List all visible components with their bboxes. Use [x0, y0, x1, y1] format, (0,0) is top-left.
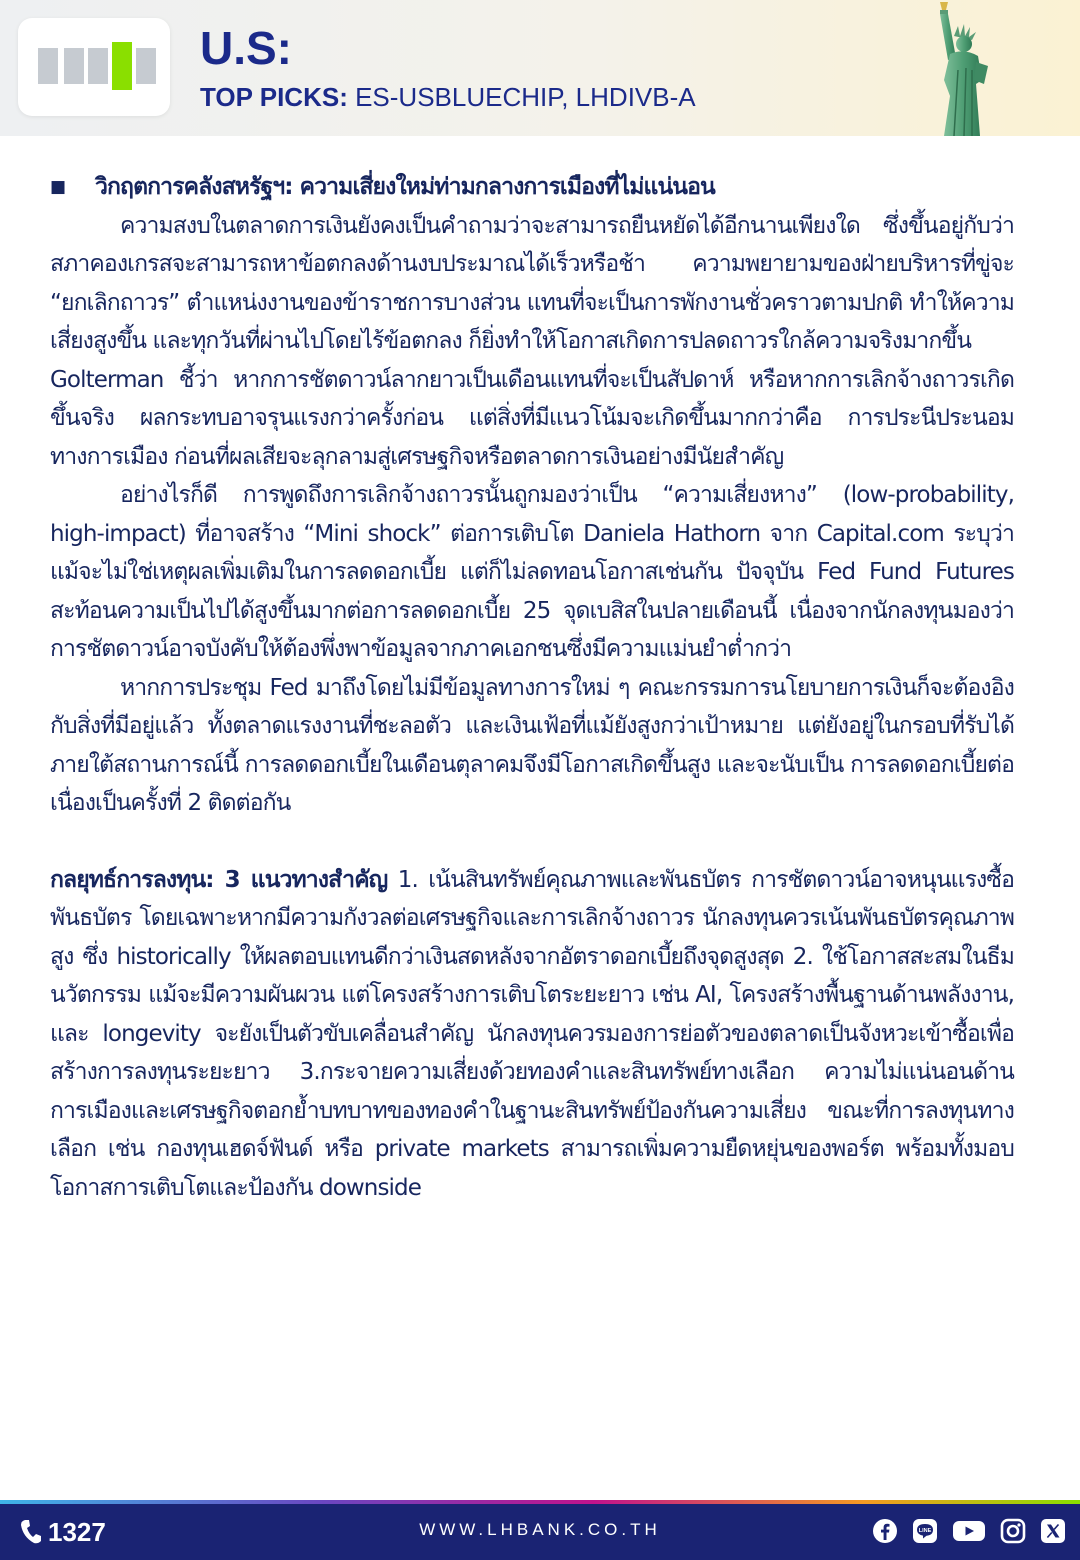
- strategy-label: กลยุทธ์การลงทุน: 3 แนวทางสำคัญ: [50, 866, 388, 893]
- x-icon[interactable]: [1040, 1518, 1066, 1544]
- square-bullet-icon: ■: [50, 177, 66, 197]
- top-picks-line: [200, 83, 696, 111]
- top-picks-label: TOP PICKS:: [200, 82, 348, 112]
- hotline-number: 1327: [48, 1516, 106, 1547]
- paragraph-4: หากการประชุม Fed มาถึงโดยไม่มีข้อมูลทางการใหม่ ๆ คณะกรรมการนโยบายการเงินก็จะต้องอิงกับสิ่งที่มีอยู่แล้ว ทั้งตลาดแรงงานที่ชะลอตัว และเงินเฟ้อที่แม้ยังสูงกว่าเป้าหมาย แต่ยังอยู่ในกรอบที่รับได้ ภายใต้สถานการณ์นี้ การลดดอกเบี้ยในเดือนตุลาคมจึงมีโอกาสเกิดขึ้นสูง และจะนับเป็น การลดดอกเบี้ยต่อเนื่องเป็นครั้งที่ 2 ติดต่อกัน: [50, 674, 1014, 816]
- strategy-paragraph: [50, 861, 1014, 1208]
- bar-chart-logo-icon: [18, 18, 170, 116]
- instagram-icon[interactable]: [1000, 1518, 1026, 1544]
- svg-text:LINE: LINE: [918, 1528, 932, 1535]
- paragraph-3: อย่างไรก็ดี การพูดถึงการเลิกจ้างถาวรนั้นถูกมองว่าเป็น “ความเสี่ยงหาง” (low-probability, high-impact) ที่อาจสร้าง “Mini shock” ต่อการเติบโต Daniela Hathorn จาก Capital.com ระบุว่า แม้จะไม่ใช่เหตุผลเพิ่มเติมในการลดดอกเบี้ย แต่ก็ไม่ลดทอนโอกาสเช่นกัน ปัจจุบัน Fed Fund Futures สะท้อนความเป็นไปได้สูงขึ้นมากต่อการลดดอกเบี้ย 25 จุดเบสิสในปลายเดือนนี้ เนื่องจากนักลงทุนมองว่าการชัตดาวน์อาจบังคับให้ต้องพึ่งพาข้อมูลจากภาคเอกชนซึ่งมีความแม่นยำต่ำกว่า: [50, 482, 1014, 662]
- line-icon[interactable]: [912, 1518, 938, 1544]
- section-heading: [50, 168, 1014, 207]
- section-heading-text: วิกฤตการคลังสหรัฐฯ: ความเสี่ยงใหม่ท่ามกลางการเมืองที่ไม่แน่นอน: [95, 174, 715, 200]
- facebook-icon[interactable]: [872, 1518, 898, 1544]
- social-links: [858, 1518, 1066, 1544]
- top-picks-value: ES-USBLUECHIP, LHDIVB-A: [347, 82, 696, 112]
- page-header: [0, 0, 1080, 136]
- strategy-text: 1. เน้นสินทรัพย์คุณภาพและพันธบัตร การชัตดาวน์อาจหนุนแรงซื้อพันธบัตร โดยเฉพาะหากมีความกังวลต่อเศรษฐกิจและการเลิกจ้างถาวร นักลงทุนควรเน้นพันธบัตรคุณภาพสูง ซึ่ง historically ให้ผลตอบแทนดีกว่าเงินสดหลังจากอัตราดอกเบี้ยถึงจุดสูงสุด 2. ใช้โอกาสสะสมในธีมนวัตกรรม แม้จะมีความผันผวน แต่โครงสร้างการเติบโตระยะยาว เช่น AI, โครงสร้างพื้นฐานด้านพลังงาน, และ longevity จะยังเป็นตัวขับเคลื่อนสำคัญ นักลงทุนควรมองการย่อตัวของตลาดเป็นจังหวะเข้าซื้อเพื่อสร้างการลงทุนระยะยาว 3.กระจายความเสี่ยงด้วยทองคำและสินทรัพย์ทางเลือก ความไม่แน่นอนด้านการเมืองและเศรษฐกิจตอกย้ำบทบาทของทองคำในฐานะสินทรัพย์ป้องกันความเสี่ยง ขณะที่การลงทุนทางเลือก เช่น กองทุนเฮดจ์ฟันด์ หรือ private markets สามารถเพิ่มความยืดหยุ่นของพอร์ต พร้อมทั้งมอบโอกาสการเติบโตและป้องกัน downside: [50, 866, 1014, 1201]
- page-title: U.S:: [200, 22, 292, 74]
- paragraph-2: Golterman ชี้ว่า หากการชัตดาวน์ลากยาวเป็นเดือนแทนที่จะเป็นสัปดาห์ หรือหากการเลิกจ้างถาวรเกิดขึ้นจริง ผลกระทบอาจรุนแรงกว่าครั้งก่อน แต่สิ่งที่มีแนวโน้มจะเกิดขึ้นมากกว่าคือ การประนีประนอมทางการเมือง ก่อนที่ผลเสียจะลุกลามสู่เศรษฐกิจหรือตลาดการเงินอย่างมีนัยสำคัญ: [50, 366, 1014, 470]
- youtube-icon[interactable]: [952, 1518, 986, 1544]
- article-body: [50, 168, 1014, 1207]
- website-link[interactable]: WWW.LHBANK.CO.TH: [419, 1520, 661, 1539]
- paragraph-1: ความสงบในตลาดการเงินยังคงเป็นคำถามว่าจะสามารถยืนหยัดได้อีกนานเพียงใด ซึ่งขึ้นอยู่กับว่าสภาคองเกรสจะสามารถหาข้อตกลงด้านงบประมาณได้เร็วหรือช้า ความพยายามของฝ่ายบริหารที่ขู่จะ “ยกเลิกถาวร” ตำแหน่งงานของข้าราชการบางส่วน แทนที่จะเป็นการพักงานชั่วคราวตามปกติ ทำให้ความเสี่ยงสูงขึ้น และทุกวันที่ผ่านไปโดยไร้ข้อตกลง ก็ยิ่งทำให้โอกาสเกิดการปลดถาวรใกล้ความจริงมากขึ้น: [50, 212, 1014, 354]
- page-footer: [0, 1504, 1080, 1560]
- statue-of-liberty-icon: [900, 0, 1020, 136]
